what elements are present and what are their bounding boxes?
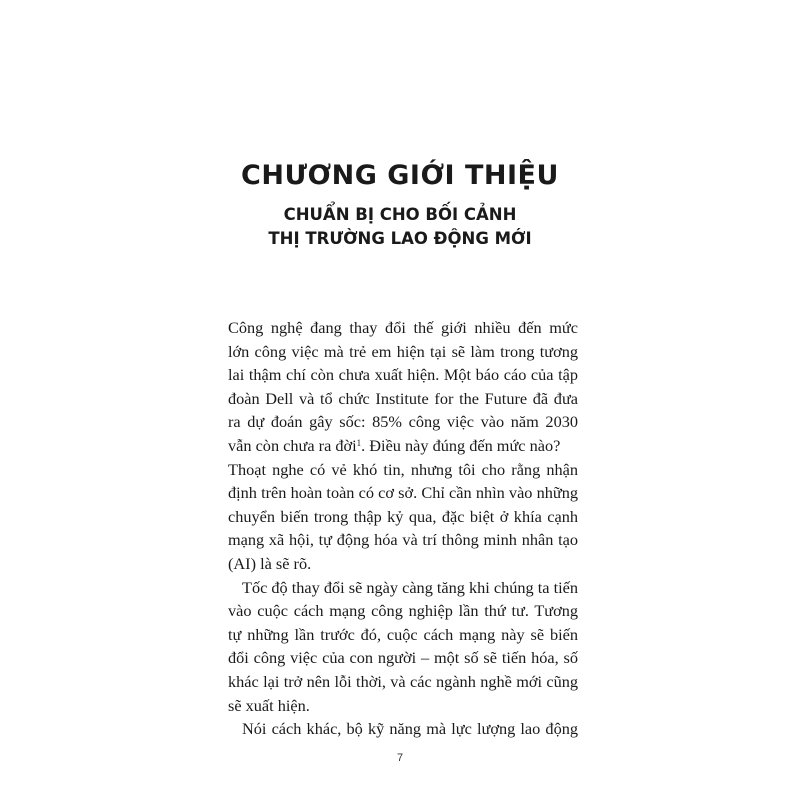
footnote-marker: 1 [356,437,362,448]
paragraph1-line: định trên hoàn toàn có cơ sở. Chỉ cần nhìn vào những [228,483,578,503]
chapter-title: CHƯƠNG GIỚI THIỆU [241,160,559,191]
paragraph3-line: Nói cách khác, bộ kỹ năng mà lực lượng lao động [242,719,578,739]
paragraph1-line: chuyển biến trong thập kỷ qua, đặc biệt ở khía cạnh [228,506,578,526]
paragraph1-line: đoàn Dell và tổ chức Institute for the Future đã đưa [228,388,578,408]
paragraph1-line: Thoạt nghe có vẻ khó tin, nhưng tôi cho rằng nhận [228,459,578,479]
paragraph1-line: lớn công việc mà trẻ em hiện tại sẽ làm trong tương [228,341,578,361]
paragraph2-line: tự những lần trước đó, cuộc cách mạng này sẽ biến [228,624,578,644]
paragraph2-line: đổi công việc của con người – một số sẽ tiến hóa, số [228,648,578,668]
paragraph2-line: vào cuộc cách mạng công nghiệp lần thứ tư. Tương [228,601,578,621]
paragraph1-line: Công nghệ đang thay đổi thế giới nhiều đến mức [228,318,578,337]
paragraph1-last-line: (AI) là sẽ rõ. [228,553,312,573]
paragraph1-text: vẫn còn chưa ra đời [228,435,357,455]
paragraph1-line: mạng xã hội, tự động hóa và trí thông minh nhân tạo [228,530,578,550]
paragraph2-last-line: sẽ xuất hiện. [228,695,310,715]
paragraph2-line: Tốc độ thay đổi sẽ ngày càng tăng khi chúng ta tiến [242,577,578,597]
chapter-subtitle-line1: CHUẨN BỊ CHO BỐI CẢNH [283,205,517,224]
paragraph1-line: ra dự đoán gây sốc: 85% công việc vào năm 2030 [228,412,578,432]
paragraph1-line: lai thậm chí còn chưa xuất hiện. Một báo cáo của tập [228,365,578,385]
page-number: 7 [396,752,404,764]
paragraph1-line-with-footnote [228,434,578,458]
chapter-subtitle-line2: THỊ TRƯỜNG LAO ĐỘNG MỚI [268,229,532,248]
paragraph1-text: . Điều này đúng đến mức nào? [361,435,561,455]
body-text [228,316,578,741]
paragraph2-line: khác lại trở nên lỗi thời, và các ngành nghề mới cũng [228,671,578,691]
